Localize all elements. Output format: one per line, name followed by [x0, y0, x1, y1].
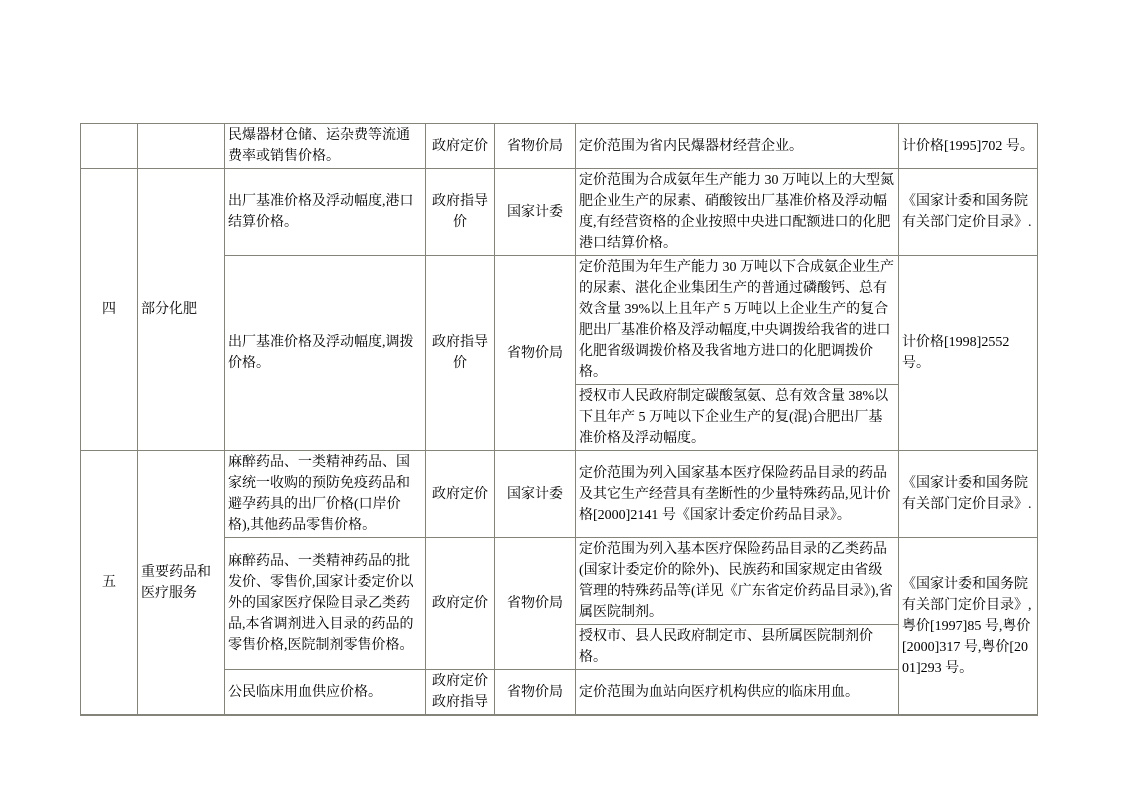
reference-cell: 《国家计委和国务院有关部门定价目录》. [899, 169, 1038, 256]
authority-cell: 省物价局 [495, 256, 576, 451]
scope-cell: 定价范围为合成氨年生产能力 30 万吨以上的大型氮肥企业生产的尿素、硝酸铵出厂基准价格及浮动幅度,有经营资格的企业按照中央进口配额进口的化肥港口结算价格。 [576, 169, 899, 256]
pricing-type-cell: 政府定价 [426, 451, 495, 538]
item-cell: 民爆器材仓储、运杂费等流通费率或销售价格。 [225, 124, 426, 169]
scope-cell: 定价范围为血站向医疗机构供应的临床用血。 [576, 670, 899, 716]
scope-cell: 授权市人民政府制定碳酸氢氨、总有效含量 38%以下且年产 5 万吨以下企业生产的复(混)合肥出厂基准价格及浮动幅度。 [576, 385, 899, 451]
pricing-type-cell: 政府指导价 [426, 256, 495, 451]
table-row [81, 256, 1038, 385]
table-row [81, 538, 1038, 625]
table-row [81, 169, 1038, 256]
category-cell [138, 124, 225, 169]
authority-cell: 国家计委 [495, 169, 576, 256]
pricing-type-cell: 政府定价政府指导 [426, 670, 495, 716]
item-cell: 麻醉药品、一类精神药品的批发价、零售价,国家计委定价以外的国家医疗保险目录乙类药品,本省调剂进入目录的药品的零售价格,医院制剂零售价格。 [225, 538, 426, 670]
category-cell: 重要药品和医疗服务 [138, 451, 225, 716]
section-number-cell: 四 [81, 169, 138, 451]
reference-cell: 计价格[1995]702 号。 [899, 124, 1038, 169]
scope-cell: 授权市、县人民政府制定市、县所属医院制剂价格。 [576, 625, 899, 670]
item-cell: 出厂基准价格及浮动幅度,港口结算价格。 [225, 169, 426, 256]
scope-cell: 定价范围为列入基本医疗保险药品目录的乙类药品(国家计委定价的除外)、民族药和国家规定由省级管理的特殊药品等(详见《广东省定价药品目录》),省属医院制剂。 [576, 538, 899, 625]
scope-cell: 定价范围为省内民爆器材经营企业。 [576, 124, 899, 169]
authority-cell: 省物价局 [495, 670, 576, 716]
section-number-cell [81, 124, 138, 169]
item-cell: 麻醉药品、一类精神药品、国家统一收购的预防免疫药品和避孕药具的出厂价格(口岸价格),其他药品零售价格。 [225, 451, 426, 538]
authority-cell: 省物价局 [495, 538, 576, 670]
table-row [81, 670, 1038, 716]
table-row [81, 451, 1038, 538]
scope-cell: 定价范围为列入国家基本医疗保险药品目录的药品及其它生产经营具有垄断性的少量特殊药品,见计价格[2000]2141 号《国家计委定价药品目录》。 [576, 451, 899, 538]
pricing-type-cell: 政府指导价 [426, 169, 495, 256]
item-cell: 公民临床用血供应价格。 [225, 670, 426, 716]
authority-cell: 国家计委 [495, 451, 576, 538]
item-cell: 出厂基准价格及浮动幅度,调拨价格。 [225, 256, 426, 451]
pricing-catalog-table-container [80, 123, 1038, 716]
reference-cell: 《国家计委和国务院有关部门定价目录》. [899, 451, 1038, 538]
section-number-cell: 五 [81, 451, 138, 716]
scope-cell: 定价范围为年生产能力 30 万吨以下合成氨企业生产的尿素、湛化企业集团生产的普通过磷酸钙、总有效含量 39%以上且年产 5 万吨以上企业生产的复合肥出厂基准价格及浮动幅度,中央调拨给我省的进口化肥省级调拨价格及我省地方进口的化肥调拨价格。 [576, 256, 899, 385]
pricing-type-cell: 政府定价 [426, 124, 495, 169]
pricing-catalog-table [80, 123, 1038, 716]
category-cell: 部分化肥 [138, 169, 225, 451]
reference-cell: 《国家计委和国务院有关部门定价目录》,粤价[1997]85 号,粤价[2000]317 号,粤价[2001]293 号。 [899, 538, 1038, 716]
table-row [81, 124, 1038, 169]
authority-cell: 省物价局 [495, 124, 576, 169]
reference-cell: 计价格[1998]2552 号。 [899, 256, 1038, 451]
pricing-type-cell: 政府定价 [426, 538, 495, 670]
